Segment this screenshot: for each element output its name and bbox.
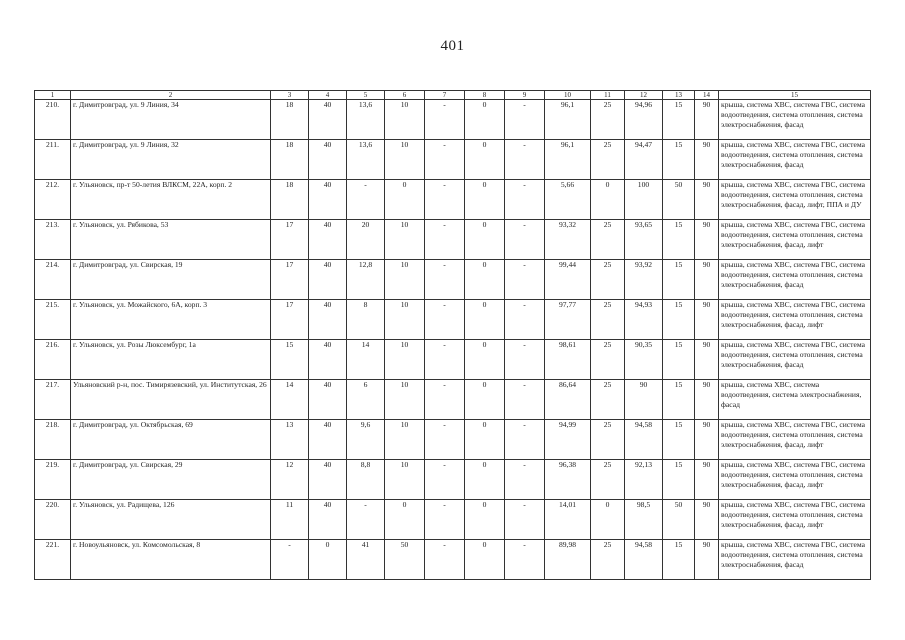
value-cell: 14 xyxy=(347,340,385,380)
works-cell: крыша, система ХВС, система ГВС, система водоотведения, система отопления, система электроснабжения, фасад xyxy=(719,540,871,580)
value-cell: 40 xyxy=(309,460,347,500)
value-cell: 90 xyxy=(695,380,719,420)
works-cell: крыша, система ХВС, система ГВС, система водоотведения, система отопления, система электроснабжения, фасад, лифт xyxy=(719,420,871,460)
value-cell: 90,35 xyxy=(625,340,663,380)
header-cell: 3 xyxy=(271,91,309,100)
value-cell: 100 xyxy=(625,180,663,220)
row-number: 220. xyxy=(35,500,71,540)
value-cell: 15 xyxy=(663,140,695,180)
row-number: 211. xyxy=(35,140,71,180)
value-cell: - xyxy=(425,100,465,140)
table-row xyxy=(35,260,871,300)
value-cell: 40 xyxy=(309,180,347,220)
value-cell: 93,92 xyxy=(625,260,663,300)
value-cell: 90 xyxy=(695,420,719,460)
register-table xyxy=(34,90,871,580)
value-cell: 15 xyxy=(663,300,695,340)
value-cell: 90 xyxy=(695,540,719,580)
value-cell: 40 xyxy=(309,260,347,300)
value-cell: 15 xyxy=(663,380,695,420)
row-number: 219. xyxy=(35,460,71,500)
value-cell: - xyxy=(347,500,385,540)
value-cell: 40 xyxy=(309,380,347,420)
value-cell: 25 xyxy=(591,140,625,180)
value-cell: 90 xyxy=(695,100,719,140)
value-cell: 17 xyxy=(271,220,309,260)
header-cell: 5 xyxy=(347,91,385,100)
value-cell: 94,58 xyxy=(625,420,663,460)
value-cell: 14,01 xyxy=(545,500,591,540)
row-number: 221. xyxy=(35,540,71,580)
table-row xyxy=(35,500,871,540)
value-cell: 0 xyxy=(309,540,347,580)
value-cell: - xyxy=(505,460,545,500)
value-cell: - xyxy=(505,540,545,580)
value-cell: 0 xyxy=(465,540,505,580)
value-cell: 25 xyxy=(591,460,625,500)
value-cell: 25 xyxy=(591,540,625,580)
value-cell: 15 xyxy=(663,540,695,580)
value-cell: 0 xyxy=(465,300,505,340)
works-cell: крыша, система ХВС, система ГВС, система водоотведения, система отопления, система электроснабжения, фасад, лифт xyxy=(719,460,871,500)
value-cell: - xyxy=(425,260,465,300)
value-cell: 99,44 xyxy=(545,260,591,300)
header-cell: 14 xyxy=(695,91,719,100)
table-row xyxy=(35,100,871,140)
value-cell: 13,6 xyxy=(347,140,385,180)
table-row xyxy=(35,540,871,580)
works-cell: крыша, система ХВС, система ГВС, система водоотведения, система отопления, система электроснабжения, фасад xyxy=(719,260,871,300)
value-cell: - xyxy=(425,420,465,460)
value-cell: 89,98 xyxy=(545,540,591,580)
value-cell: 0 xyxy=(465,500,505,540)
address-cell: г. Ульяновск, пр-т 50-летия ВЛКСМ, 22А, корп. 2 xyxy=(71,180,271,220)
value-cell: 0 xyxy=(465,340,505,380)
value-cell: 20 xyxy=(347,220,385,260)
value-cell: 0 xyxy=(465,260,505,300)
value-cell: 96,38 xyxy=(545,460,591,500)
value-cell: 10 xyxy=(385,460,425,500)
header-cell: 13 xyxy=(663,91,695,100)
value-cell: 8 xyxy=(347,300,385,340)
value-cell: 93,65 xyxy=(625,220,663,260)
address-cell: г. Ульяновск, ул. Радищева, 126 xyxy=(71,500,271,540)
value-cell: 13,6 xyxy=(347,100,385,140)
value-cell: 90 xyxy=(695,260,719,300)
works-cell: крыша, система ХВС, система ГВС, система водоотведения, система отопления, система электроснабжения, фасад xyxy=(719,100,871,140)
value-cell: 40 xyxy=(309,420,347,460)
value-cell: 94,58 xyxy=(625,540,663,580)
value-cell: 50 xyxy=(663,180,695,220)
value-cell: 0 xyxy=(385,500,425,540)
value-cell: 40 xyxy=(309,220,347,260)
value-cell: 40 xyxy=(309,100,347,140)
value-cell: - xyxy=(505,340,545,380)
header-cell: 10 xyxy=(545,91,591,100)
table-row xyxy=(35,460,871,500)
value-cell: 94,47 xyxy=(625,140,663,180)
value-cell: 12,8 xyxy=(347,260,385,300)
table-row xyxy=(35,220,871,260)
value-cell: - xyxy=(505,220,545,260)
value-cell: - xyxy=(505,420,545,460)
value-cell: 6 xyxy=(347,380,385,420)
value-cell: 0 xyxy=(591,180,625,220)
value-cell: - xyxy=(425,460,465,500)
value-cell: 98,5 xyxy=(625,500,663,540)
value-cell: 40 xyxy=(309,140,347,180)
works-cell: крыша, система ХВС, система ГВС, система водоотведения, система отопления, система электроснабжения, фасад xyxy=(719,140,871,180)
header-cell: 7 xyxy=(425,91,465,100)
row-number: 217. xyxy=(35,380,71,420)
value-cell: 96,1 xyxy=(545,140,591,180)
value-cell: 13 xyxy=(271,420,309,460)
value-cell: 0 xyxy=(465,100,505,140)
value-cell: 0 xyxy=(465,380,505,420)
header-cell: 15 xyxy=(719,91,871,100)
value-cell: - xyxy=(505,260,545,300)
row-number: 218. xyxy=(35,420,71,460)
value-cell: 92,13 xyxy=(625,460,663,500)
value-cell: - xyxy=(505,300,545,340)
header-cell: 6 xyxy=(385,91,425,100)
value-cell: 25 xyxy=(591,420,625,460)
value-cell: 90 xyxy=(695,140,719,180)
value-cell: 25 xyxy=(591,300,625,340)
value-cell: 25 xyxy=(591,220,625,260)
value-cell: 15 xyxy=(663,220,695,260)
value-cell: 25 xyxy=(591,260,625,300)
value-cell: 0 xyxy=(465,140,505,180)
value-cell: 10 xyxy=(385,220,425,260)
value-cell: 86,64 xyxy=(545,380,591,420)
value-cell: 50 xyxy=(385,540,425,580)
table-row xyxy=(35,140,871,180)
header-cell: 9 xyxy=(505,91,545,100)
value-cell: 18 xyxy=(271,140,309,180)
value-cell: 10 xyxy=(385,140,425,180)
value-cell: - xyxy=(347,180,385,220)
value-cell: 50 xyxy=(663,500,695,540)
value-cell: - xyxy=(425,380,465,420)
address-cell: г. Димитровград, ул. Свирская, 19 xyxy=(71,260,271,300)
value-cell: - xyxy=(425,500,465,540)
value-cell: 25 xyxy=(591,340,625,380)
value-cell: 10 xyxy=(385,380,425,420)
value-cell: 15 xyxy=(663,100,695,140)
value-cell: 25 xyxy=(591,100,625,140)
value-cell: 90 xyxy=(695,340,719,380)
value-cell: 94,99 xyxy=(545,420,591,460)
value-cell: 15 xyxy=(663,260,695,300)
value-cell: 98,61 xyxy=(545,340,591,380)
value-cell: 0 xyxy=(465,180,505,220)
value-cell: 0 xyxy=(465,460,505,500)
header-row xyxy=(35,91,871,100)
address-cell: г. Ульяновск, ул. Можайского, 6А, корп. 3 xyxy=(71,300,271,340)
value-cell: 40 xyxy=(309,500,347,540)
header-cell: 2 xyxy=(71,91,271,100)
value-cell: 25 xyxy=(591,380,625,420)
value-cell: - xyxy=(425,140,465,180)
row-number: 210. xyxy=(35,100,71,140)
table-row xyxy=(35,180,871,220)
address-cell: г. Ульяновск, ул. Рябикова, 53 xyxy=(71,220,271,260)
value-cell: - xyxy=(425,180,465,220)
table-row xyxy=(35,340,871,380)
header-cell: 11 xyxy=(591,91,625,100)
page-number: 401 xyxy=(440,38,465,54)
value-cell: 10 xyxy=(385,300,425,340)
address-cell: г. Димитровград, ул. 9 Линия, 32 xyxy=(71,140,271,180)
value-cell: - xyxy=(505,500,545,540)
value-cell: 15 xyxy=(663,460,695,500)
works-cell: крыша, система ХВС, система ГВС, система водоотведения, система отопления, система электроснабжения, фасад, лифт, ППА и ДУ xyxy=(719,180,871,220)
value-cell: 10 xyxy=(385,100,425,140)
address-cell: Ульяновский р-н, пос. Тимирязевский, ул. Институтская, 26 xyxy=(71,380,271,420)
header-cell: 12 xyxy=(625,91,663,100)
value-cell: 90 xyxy=(695,500,719,540)
header-cell: 1 xyxy=(35,91,71,100)
value-cell: 18 xyxy=(271,180,309,220)
value-cell: - xyxy=(425,540,465,580)
header-cell: 8 xyxy=(465,91,505,100)
address-cell: г. Ульяновск, ул. Розы Люксембург, 1а xyxy=(71,340,271,380)
value-cell: 94,93 xyxy=(625,300,663,340)
value-cell: 94,96 xyxy=(625,100,663,140)
row-number: 212. xyxy=(35,180,71,220)
value-cell: - xyxy=(425,340,465,380)
value-cell: 90 xyxy=(695,300,719,340)
header-cell: 4 xyxy=(309,91,347,100)
value-cell: 10 xyxy=(385,420,425,460)
address-cell: г. Новоульяновск, ул. Комсомольская, 8 xyxy=(71,540,271,580)
row-number: 213. xyxy=(35,220,71,260)
value-cell: 17 xyxy=(271,260,309,300)
value-cell: - xyxy=(505,380,545,420)
works-cell: крыша, система ХВС, система водоотведения, система электроснабжения, фасад xyxy=(719,380,871,420)
value-cell: 93,32 xyxy=(545,220,591,260)
value-cell: 0 xyxy=(465,420,505,460)
address-cell: г. Димитровград, ул. 9 Линия, 34 xyxy=(71,100,271,140)
value-cell: 17 xyxy=(271,300,309,340)
value-cell: 10 xyxy=(385,260,425,300)
table-row xyxy=(35,300,871,340)
row-number: 216. xyxy=(35,340,71,380)
value-cell: - xyxy=(505,100,545,140)
value-cell: 41 xyxy=(347,540,385,580)
value-cell: - xyxy=(425,220,465,260)
value-cell: 97,77 xyxy=(545,300,591,340)
row-number: 215. xyxy=(35,300,71,340)
address-cell: г. Димитровград, ул. Свирская, 29 xyxy=(71,460,271,500)
value-cell: 90 xyxy=(695,460,719,500)
value-cell: 0 xyxy=(385,180,425,220)
value-cell: 12 xyxy=(271,460,309,500)
value-cell: 40 xyxy=(309,340,347,380)
value-cell: 40 xyxy=(309,300,347,340)
value-cell: 90 xyxy=(625,380,663,420)
value-cell: 15 xyxy=(663,420,695,460)
value-cell: 96,1 xyxy=(545,100,591,140)
value-cell: 18 xyxy=(271,100,309,140)
value-cell: - xyxy=(505,140,545,180)
row-number: 214. xyxy=(35,260,71,300)
works-cell: крыша, система ХВС, система ГВС, система водоотведения, система отопления, система электроснабжения, фасад, лифт xyxy=(719,300,871,340)
value-cell: 9,6 xyxy=(347,420,385,460)
works-cell: крыша, система ХВС, система ГВС, система водоотведения, система отопления, система электроснабжения, фасад, лифт xyxy=(719,220,871,260)
value-cell: 90 xyxy=(695,180,719,220)
works-cell: крыша, система ХВС, система ГВС, система водоотведения, система отопления, система электроснабжения, фасад xyxy=(719,340,871,380)
value-cell: 10 xyxy=(385,340,425,380)
works-cell: крыша, система ХВС, система ГВС, система водоотведения, система отопления, система электроснабжения, фасад, лифт xyxy=(719,500,871,540)
value-cell: 14 xyxy=(271,380,309,420)
value-cell: 90 xyxy=(695,220,719,260)
value-cell: 15 xyxy=(271,340,309,380)
value-cell: 15 xyxy=(663,340,695,380)
value-cell: - xyxy=(425,300,465,340)
value-cell: 5,66 xyxy=(545,180,591,220)
value-cell: 0 xyxy=(591,500,625,540)
value-cell: 0 xyxy=(465,220,505,260)
address-cell: г. Димитровград, ул. Октябрьская, 69 xyxy=(71,420,271,460)
value-cell: 8,8 xyxy=(347,460,385,500)
value-cell: 11 xyxy=(271,500,309,540)
value-cell: - xyxy=(271,540,309,580)
table-row xyxy=(35,420,871,460)
table-row xyxy=(35,380,871,420)
value-cell: - xyxy=(505,180,545,220)
table-body xyxy=(35,100,871,580)
